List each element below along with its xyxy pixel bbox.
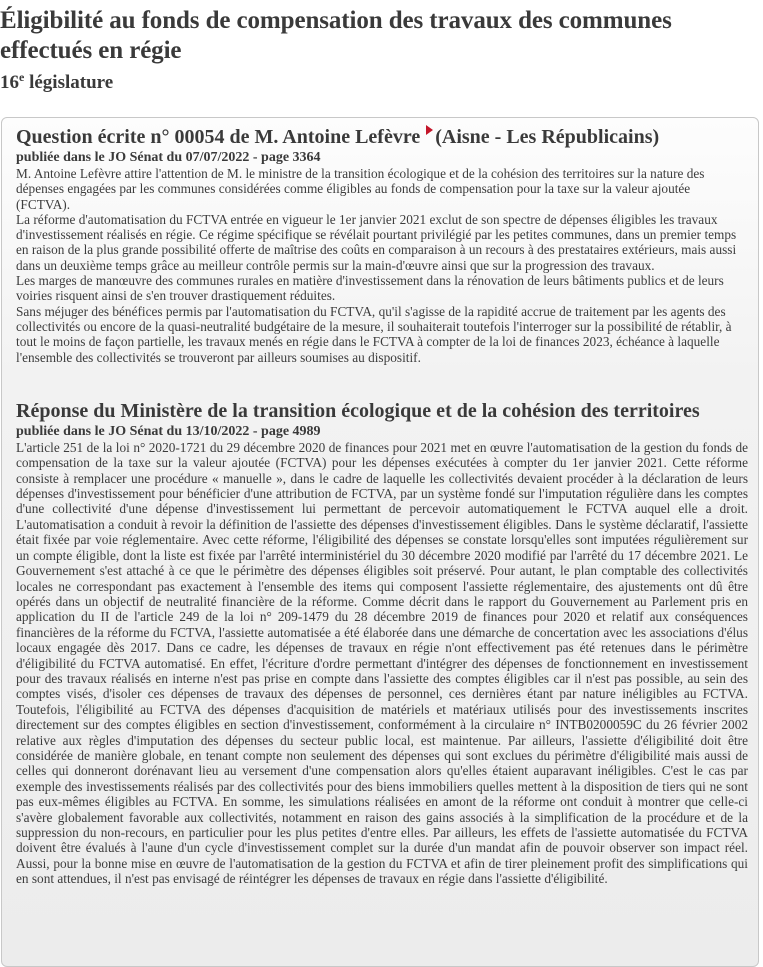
question-section: [16, 125, 758, 365]
question-paragraph: La réforme d'automatisation du FCTVA entrée en vigueur le 1er janvier 2021 exclut de son spectre de dépenses éligibles les travaux d'investissement réalisés en régie. Ce régime spécifique se révélait pourtant privilégié par les petites communes, dans un premier temps en raison de la plus grande possibilité offerte de maîtrise des coûts en comparaison à un recours à des prestataires extérieurs, mais aussi dans un deuxième temps grâce au meilleur contrôle permis sur la main-d'œuvre ainsi que sur la progression des travaux.: [16, 211, 737, 273]
legislature-text: législature: [29, 72, 114, 93]
legislature-suffix: e: [19, 70, 25, 84]
page-title: Éligibilité au fonds de compensation des travaux des communes effectués en régie: [0, 7, 672, 64]
legislature-label: [0, 70, 763, 94]
response-section: [16, 399, 758, 887]
legislature-number: 16: [0, 72, 19, 93]
question-paragraph: Sans méjuger des bénéfices permis par l'automatisation du FCTVA, qu'il s'agisse de la rapidité accrue de traitement par les agents des collectivités ou encore de la quasi-neutralité budgétaire de la mesure, il souhaiterait toutefois l'interroger sur la possibilité de rétablir, à tout le moins de façon partielle, les travaux menés en régie dans le FCTVA à compter de la loi de finances 2023, échéance à laquelle l'ensemble des collectivités se trouveront par ailleurs soumises au dispositif.: [16, 303, 732, 365]
response-title: Réponse du Ministère de la transition écologique et de la cohésion des territoires: [16, 399, 700, 422]
question-title: [16, 125, 758, 149]
flag-icon: [426, 125, 433, 135]
question-published: publiée dans le JO Sénat du 07/07/2022 - page 3364: [16, 150, 321, 165]
question-text: [16, 166, 758, 365]
question-party: (Aisne - Les Républicains): [435, 126, 660, 148]
question-card: [1, 117, 759, 967]
question-paragraph: M. Antoine Lefèvre attire l'attention de M. le ministre de la transition écologique et de la cohésion des territoires sur la nature des dépenses engagées par les communes considérées comme éligibles au fonds de compensation pour la taxe sur la valeur ajoutée (FCTVA).: [16, 166, 705, 212]
question-title-text[interactable]: Question écrite n° 00054 de M. Antoine Lefèvre: [16, 126, 421, 148]
response-published: publiée dans le JO Sénat du 13/10/2022 - page 4989: [16, 423, 321, 439]
response-text: L'article 251 de la loi n° 2020-1721 du 29 décembre 2020 de finances pour 2021 met en œuvre l'automatisation de la gestion du fonds de compensation de la taxe sur la valeur ajoutée (FCTVA) pour les dépenses exécutées à compter du 1er janvier 2021. Cette réforme consiste à remplacer une procédure « manuelle », dans le cadre de laquelle les collectivités devaient procéder à la déclaration de leurs dépenses d'investissement pour bénéficier d'une attribution de FCTVA, par un système fondé sur l'imputation régulière dans les comptes d'une collectivité d'une dépense d'investissement lui permettant de percevoir automatiquement le FCTVA auquel elle a droit. L'automatisation a conduit à revoir la définition de l'assiette des dépenses d'investissement éligibles. Dans le système déclaratif, l'assiette était fixée par voie réglementaire. Avec cette réforme, l'éligibilité des dépenses se constate lorsqu'elles sont imputées régulièrement sur un compte éligible, dont la liste est fixée par l'arrêté interministériel du 30 décembre 2020 modifié par l'arrêté du 17 décembre 2021. Le Gouvernement s'est attaché à ce que le périmètre des dépenses éligibles soit préservé. Pour autant, le plan comptable des collectivités locales ne correspondant pas exactement à l'ensemble des items qui composent l'assiette réglementaire, des ajustements ont dû être opérés dans un objectif de neutralité financière de la réforme. Comme décrit dans le rapport du Gouvernement au Parlement pris en application du II de l'article 249 de la loi n° 209-1479 du 28 décembre 2019 de finances pour 2020 et relatif aux conséquences financières de la réforme du FCTVA, l'assiette automatisée a été élaborée dans une démarche de concertation avec les associations d'élus locaux engagée dès 2017. Dans ce cadre, les dépenses de travaux en régie n'ont effectivement pas été retenues dans le périmètre d'éligibilité du FCTVA automatisé. En effet, l'écriture d'ordre permettant d'intégrer des dépenses de fonctionnement en investissement pour des travaux réalisés en interne n'est pas prise en compte dans l'assiette des comptes éligibles car il n'est pas possible, au sein des comptes visés, d'isoler ces dépenses de travaux des dépenses de personnel, ces dernières étant par nature inéligibles au FCTVA. Toutefois, l'éligibilité au FCTVA des dépenses d'acquisition de matériels et matériaux utilisés pour des investissements inscrites directement sur des comptes éligibles en section d'investissement, conformément à la circulaire n° INTB0200059C du 26 février 2002 relative aux règles d'imputation des dépenses du secteur public local, est maintenue. Par ailleurs, l'assiette d'éligibilité doit être considérée de manière globale, en tenant compte non seulement des dépenses qui sont exclues du périmètre d'éligibilité mais aussi de celles qui donneront dorénavant lieu au versement d'une compensation alors qu'elles étaient auparavant inéligibles. C'est le cas par exemple des investissements réalisés par des collectivités pour des biens immobiliers quelles mettent à la disposition de tiers qui ne sont pas eux-mêmes éligibles au FCTVA. En somme, les simulations réalisées en amont de la réforme ont conduit à montrer que celle-ci s'avère globalement favorable aux collectivités, notamment en raison des gains associés à la simplification de la procédure et de la suppression du non-recours, en particulier pour les plus petites d'entre elles. Par ailleurs, les effets de l'assiette automatisée du FCTVA doivent être évalués à l'aune d'un cycle d'investissement complet sur la durée d'un mandat afin de pouvoir observer son impact réel. Aussi, pour la bonne mise en œuvre de l'automatisation de la gestion du FCTVA et afin de tirer pleinement profit des simplifications qui en sont attendues, il n'est pas envisagé de réintégrer les dépenses de travaux en régie dans l'assiette d'éligibilité.: [16, 439, 748, 887]
question-paragraph: Les marges de manœuvre des communes rurales en matière d'investissement dans la rénovation de leurs bâtiments publics et de leurs voiries risquent ainsi de s'en trouver drastiquement réduites.: [16, 273, 724, 304]
